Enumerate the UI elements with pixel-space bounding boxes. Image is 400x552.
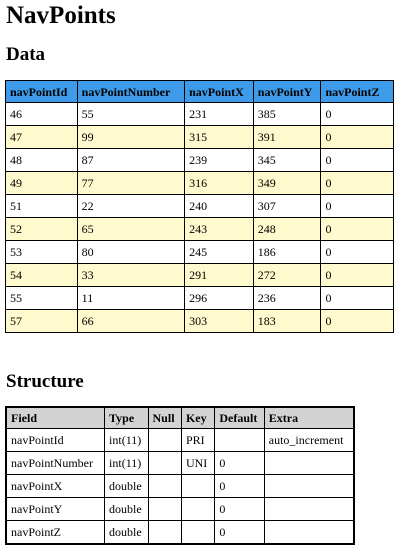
- table-cell: 54: [6, 264, 78, 287]
- table-cell: 65: [78, 218, 185, 241]
- data-table: [5, 80, 394, 333]
- table-cell: navPointNumber: [7, 452, 105, 475]
- table-cell: 303: [185, 310, 254, 332]
- table-row: [7, 452, 353, 475]
- table-cell: 0: [321, 287, 393, 310]
- table-cell: [215, 429, 264, 452]
- table-cell: 0: [321, 149, 393, 172]
- column-header-field: Field: [7, 408, 105, 429]
- table-cell: int(11): [105, 429, 148, 452]
- table-row: [6, 241, 393, 264]
- table-cell: 0: [215, 475, 264, 498]
- table-cell: int(11): [105, 452, 148, 475]
- table-cell: 183: [254, 310, 322, 332]
- table-cell: [265, 452, 353, 475]
- table-cell: 99: [78, 126, 185, 149]
- column-header-navpointy: navPointY: [254, 81, 322, 103]
- table-cell: 66: [78, 310, 185, 332]
- table-row: [6, 218, 393, 241]
- table-cell: 11: [78, 287, 185, 310]
- table-cell: [182, 475, 215, 498]
- table-row: [7, 429, 353, 452]
- table-cell: [265, 475, 353, 498]
- table-cell: 0: [321, 195, 393, 218]
- table-cell: 385: [254, 103, 322, 126]
- table-cell: 55: [78, 103, 185, 126]
- column-header-key: Key: [182, 408, 215, 429]
- table-cell: 243: [185, 218, 254, 241]
- table-cell: [149, 429, 182, 452]
- structure-table-header-row: [7, 408, 353, 429]
- table-cell: 46: [6, 103, 78, 126]
- table-cell: navPointId: [7, 429, 105, 452]
- column-header-navpointnumber: navPointNumber: [78, 81, 185, 103]
- table-cell: auto_increment: [265, 429, 353, 452]
- table-cell: 77: [78, 172, 185, 195]
- table-cell: 296: [185, 287, 254, 310]
- table-cell: 87: [78, 149, 185, 172]
- table-cell: 245: [185, 241, 254, 264]
- data-table-header-row: [6, 81, 393, 103]
- table-cell: 186: [254, 241, 322, 264]
- table-cell: 22: [78, 195, 185, 218]
- table-cell: 55: [6, 287, 78, 310]
- table-cell: 0: [215, 452, 264, 475]
- structure-section-heading: Structure: [6, 371, 84, 392]
- table-row: [7, 498, 353, 521]
- table-row: [7, 475, 353, 498]
- table-cell: [149, 498, 182, 521]
- column-header-navpointx: navPointX: [185, 81, 254, 103]
- table-cell: 391: [254, 126, 322, 149]
- table-cell: 0: [321, 126, 393, 149]
- table-cell: 0: [321, 264, 393, 287]
- table-cell: 307: [254, 195, 322, 218]
- table-cell: navPointX: [7, 475, 105, 498]
- table-cell: 0: [321, 103, 393, 126]
- table-cell: double: [105, 475, 148, 498]
- table-cell: 0: [321, 310, 393, 332]
- table-row: [6, 287, 393, 310]
- table-cell: [149, 521, 182, 543]
- table-cell: 349: [254, 172, 322, 195]
- table-cell: 0: [215, 498, 264, 521]
- table-cell: 48: [6, 149, 78, 172]
- table-cell: 291: [185, 264, 254, 287]
- table-cell: 80: [78, 241, 185, 264]
- table-cell: 0: [321, 218, 393, 241]
- table-cell: [149, 475, 182, 498]
- table-cell: [182, 521, 215, 543]
- page-title: NavPoints: [6, 2, 116, 29]
- table-cell: UNI: [182, 452, 215, 475]
- table-cell: 231: [185, 103, 254, 126]
- table-cell: [265, 498, 353, 521]
- data-section-heading: Data: [6, 44, 46, 65]
- table-cell: 0: [321, 241, 393, 264]
- table-row: [6, 195, 393, 218]
- table-cell: 240: [185, 195, 254, 218]
- column-header-type: Type: [105, 408, 148, 429]
- column-header-null: Null: [149, 408, 182, 429]
- column-header-navpointid: navPointId: [6, 81, 78, 103]
- table-cell: 0: [321, 172, 393, 195]
- table-cell: [149, 452, 182, 475]
- table-cell: navPointY: [7, 498, 105, 521]
- table-cell: 0: [215, 521, 264, 543]
- table-cell: 47: [6, 126, 78, 149]
- table-row: [6, 172, 393, 195]
- table-row: [6, 103, 393, 126]
- table-cell: [265, 521, 353, 543]
- table-cell: 345: [254, 149, 322, 172]
- structure-table: [5, 406, 355, 545]
- column-header-navpointz: navPointZ: [321, 81, 393, 103]
- table-cell: 33: [78, 264, 185, 287]
- column-header-extra: Extra: [265, 408, 353, 429]
- table-cell: double: [105, 498, 148, 521]
- table-cell: double: [105, 521, 148, 543]
- table-cell: 236: [254, 287, 322, 310]
- column-header-default: Default: [215, 408, 264, 429]
- table-cell: 272: [254, 264, 322, 287]
- table-cell: PRI: [182, 429, 215, 452]
- table-cell: 248: [254, 218, 322, 241]
- table-cell: 53: [6, 241, 78, 264]
- table-row: [6, 126, 393, 149]
- table-cell: 51: [6, 195, 78, 218]
- table-cell: [182, 498, 215, 521]
- table-cell: 49: [6, 172, 78, 195]
- table-row: [6, 149, 393, 172]
- table-cell: 316: [185, 172, 254, 195]
- table-cell: 315: [185, 126, 254, 149]
- table-cell: 239: [185, 149, 254, 172]
- table-cell: 52: [6, 218, 78, 241]
- table-row: [6, 310, 393, 332]
- table-row: [6, 264, 393, 287]
- table-cell: 57: [6, 310, 78, 332]
- table-row: [7, 521, 353, 543]
- table-cell: navPointZ: [7, 521, 105, 543]
